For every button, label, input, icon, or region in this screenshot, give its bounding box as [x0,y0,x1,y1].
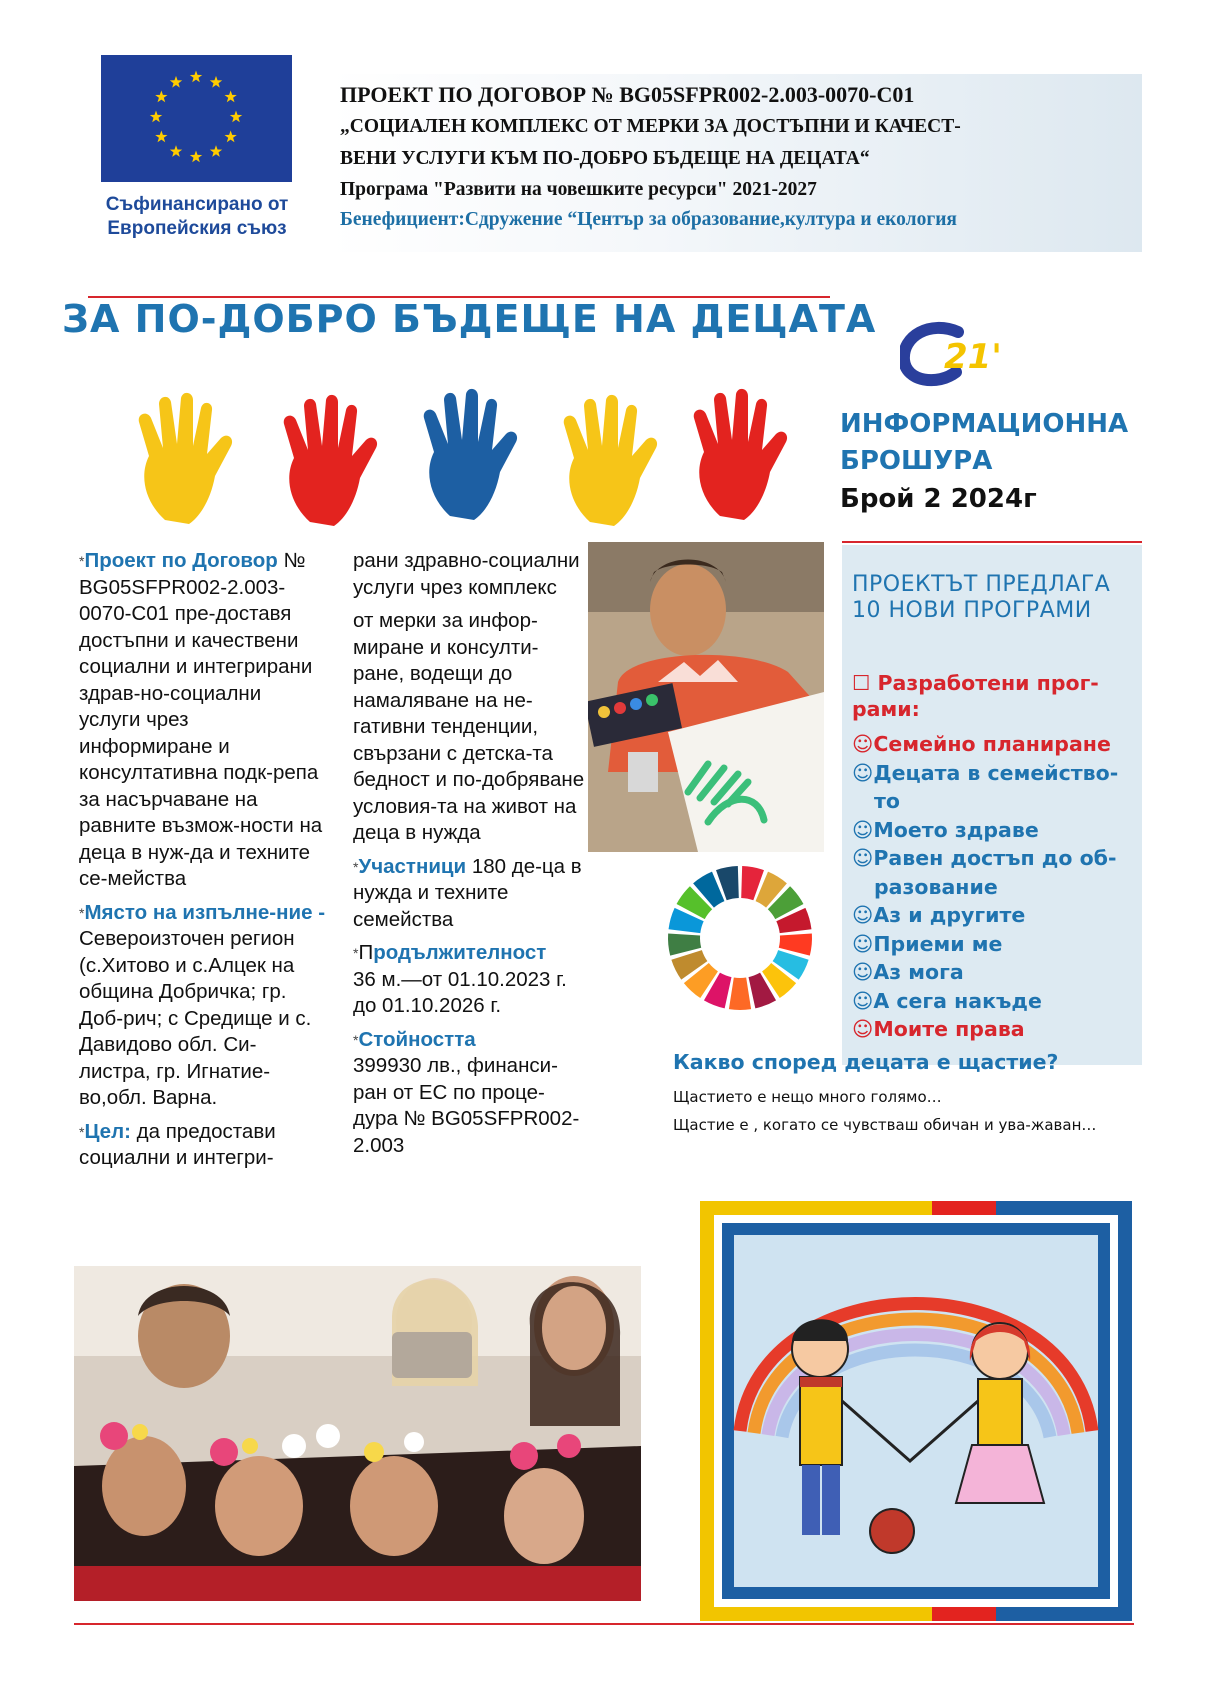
program-label: А сега накъде [873,988,1042,1013]
eu-star-icon [155,131,167,143]
duration-text: 36 м.—от 01.10.2023 г. до 01.10.2026 г. [353,967,567,1017]
eu-caption-line2: Европейския съюз [107,218,287,239]
c21-logo [900,320,1040,390]
happiness-question: Какво според децата е щастие? [673,1050,1059,1074]
value-paragraph [353,1027,585,1160]
program-item [852,930,1142,959]
program-line: Програма "Развити на човешките ресурси" 2021-2027 [340,179,817,200]
participants-label: Участници [358,854,467,878]
programs-list [852,730,1142,1044]
value-label: Стойността [358,1027,476,1051]
project-name-line2: ВЕНИ УСЛУГИ КЪМ ПО-ДОБРО БЪДЕЩЕ НА ДЕЦАТА“ [340,148,870,169]
developed-programs-label: Разработени прог-рами: [852,671,1099,721]
brochure-title-line2: БРОШУРА [840,446,993,476]
children-crowd-photo [74,1266,641,1601]
smiley-icon: ☺ [852,931,874,956]
program-item [852,958,1142,987]
sdg-wheel-segment [729,978,751,1010]
smiley-icon: ☺ [852,817,874,842]
contract-paragraph [79,548,327,893]
smiley-icon: ☺ [852,903,874,927]
program-label: Моето здраве [873,817,1039,842]
eu-star-icon [210,76,222,88]
bullet-icon: * [79,1123,85,1140]
program-item [852,730,1142,759]
blue-hand-icon [424,389,517,520]
program-item [852,1015,1142,1044]
goal-text: да предостави социални и интегри- [79,1119,276,1169]
middle-text-column [353,548,585,1166]
happiness-answer-2: Щастие е , когато се чувстваш обичан и ува-жаван… [673,1116,1097,1134]
brochure-title [840,406,1128,480]
eu-star-icon [190,151,202,163]
eu-cofunded-caption [84,193,310,241]
program-item [852,816,1142,845]
eu-flag-logo [101,55,292,182]
yellow-hand-icon [564,395,657,526]
goal-label: Цел: [84,1119,131,1143]
panel-title-line2: 10 НОВИ ПРОГРАМИ [852,598,1092,623]
bullet-icon: * [353,945,359,961]
contract-label: Проект по Договор [84,549,278,572]
smiley-icon: ☺ [852,960,874,984]
goal-paragraph [79,1119,327,1172]
eu-star-icon [170,145,182,157]
beneficiary-line: Бенефициент:Сдружение “Център за образование,култура и екология [340,209,957,230]
eu-star-icon [225,91,237,103]
duration-label-first-letter: П [358,941,374,964]
eu-star-icon [155,91,167,103]
smiley-icon: ☺ [852,760,874,785]
brochure-title-line1: ИНФОРМАЦИОННА [840,409,1129,439]
place-label: Място на изпълне-ние - [84,900,326,924]
issue-number: Брой 2 2024г [840,484,1037,514]
program-item [852,901,1142,930]
bullet-icon: * [353,858,359,875]
program-item [852,844,1142,901]
project-header-box [330,74,1142,252]
eu-star-icon [150,111,162,123]
eu-star-icon [210,145,222,157]
program-label: Децата в семейство-то [873,760,1119,813]
developed-programs-heading [852,670,1132,722]
project-contract-line: ПРОЕКТ ПО ДОГОВОР № BG05SFPR002-2.003-0070-C01 [340,82,915,107]
program-label: Аз мога [873,960,964,984]
bullet-icon: * [79,904,85,921]
participants-paragraph [353,854,585,934]
duration-paragraph [353,940,585,1020]
boy-painting-photo [588,542,824,852]
checkbox-square-icon: ☐ [852,671,871,695]
footer-rule [74,1623,1134,1625]
panel-title-line1: ПРОЕКТЪТ ПРЕДЛАГА [852,572,1111,597]
program-label: Равен достъп до об-разование [873,846,1117,899]
smiley-icon: ☺ [852,1017,874,1041]
eu-caption-line1: Съфинансирано от [105,194,289,215]
value-text: 399930 лв., финанси-ран от ЕС по проце-дура № BG05SFPR002-2.003 [353,1054,580,1157]
goal-continued-text2: от мерки за инфор-миране и консулти-ране, водещи до намаляване на не-гативни тенденции, свързани с детска-та бедност и по-добряване условия-та на живот на деца в нужда [353,609,585,844]
participants-text: 180 де-ца в нужда и техните семейства [353,854,582,931]
eu-star-icon [170,76,182,88]
child-drawing-framed [700,1201,1132,1621]
eu-star-icon [225,131,237,143]
program-label: Семейно планиране [873,732,1111,756]
yellow-hand-icon [139,393,232,524]
smiley-icon: ☺ [852,846,874,870]
eu-star-icon [230,111,242,123]
painted-hands-illustration [130,388,790,528]
bullet-icon: * [353,1031,359,1048]
eu-star-icon [190,71,202,83]
programs-panel-title [852,572,1110,624]
panel-top-rule [842,541,1142,543]
program-item [852,987,1142,1016]
goal-continued-text: рани здравно-социални услуги чрез комплекс [353,549,580,599]
left-text-column [79,548,327,1179]
red-hand-icon [694,389,787,520]
place-paragraph [79,900,327,1112]
sdg-color-wheel-icon [666,864,814,1012]
red-hand-icon [284,395,377,526]
page-title: ЗА ПО-ДОБРО БЪДЕЩЕ НА ДЕЦАТА [62,297,877,341]
place-text: Североизточен регион (с.Хитово и с.Алцек на община Добричка; гр. Доб-рич; с Средище и с. Давидово обл. Си-листра, гр. Игнатие-во,обл. Варна. [79,927,312,1109]
program-label: Аз и другите [873,903,1026,927]
project-name-line1: „СОЦИАЛЕН КОМПЛЕКС ОТ МЕРКИ ЗА ДОСТЪПНИ И КАЧЕСТ- [340,116,961,137]
program-item [852,759,1142,816]
smiley-icon: ☺ [852,732,874,756]
happiness-answer-1: Щастието е нещо много голямо… [673,1088,942,1106]
svg-text:21': 21' [944,337,1002,377]
bullet-icon: * [79,553,85,569]
program-label: Моите права [873,1017,1025,1041]
contract-text: № BG05SFPR002-2.003-0070-C01 пре-доставя достъпни и качествени социални и интегрирани здрав-но-социални услуги чрез информиране и консултативна подк-репа за насърчаване на равните възмож-ности на деца в нуж-да и техните се-мейства [79,549,323,890]
eu-stars-icon [101,55,292,182]
duration-label: родължителност [373,941,547,964]
program-label: Приеми ме [873,931,1003,956]
smiley-icon: ☺ [852,988,874,1013]
